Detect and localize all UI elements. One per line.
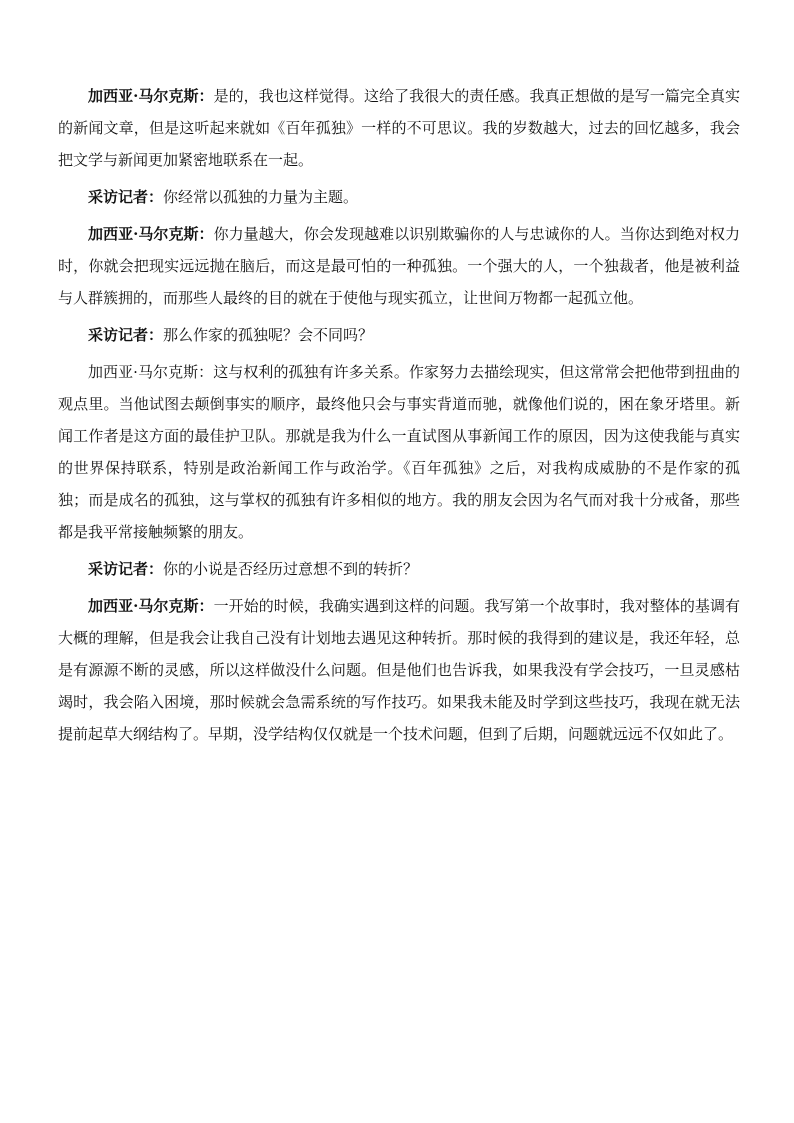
paragraph-text: 一开始的时候，我确实遇到这样的问题。我写第一个故事时，我对整体的基调有大概的理解，但是我会让我自己没有计划地去遇见这种转折。那时候的我得到的建议是，我还年轻，总是有源源不断的灵感，所以这样做没什么问题。但是他们也告诉我，如果我没有学会技巧，一旦灵感枯竭时，我会陷入困境，那时候就会急需系统的写作技巧。如果我未能及时学到这些技巧，我现在就无法提前起草大纲结构了。早期，没学结构仅仅就是一个技术问题，但到了后期，问题就远远不仅如此了。 xyxy=(58,597,740,743)
speaker-label: 采访记者： xyxy=(88,560,164,578)
paragraph-text: 这与权利的孤独有许多关系。作家努力去描绘现实，但这常常会把他带到扭曲的观点里。当他试图去颠倒事实的顺序，最终他只会与事实背道而驰，就像他们说的，困在象牙塔里。新闻工作者是这方面的最佳护卫队。那就是我为什么一直试图从事新闻工作的原因，因为这使我能与真实的世界保持联系，特别是政治新闻工作与政治学。《百年孤独》之后，对我构成威胁的不是作家的孤独；而是成名的孤独，这与掌权的孤独有许多相似的地方。我的朋友会因为名气而对我十分戒备，那些都是我平常接触频繁的朋友。 xyxy=(58,363,740,541)
paragraph-5 xyxy=(58,356,740,548)
document-page xyxy=(58,80,740,755)
paragraph-text: 是的，我也这样觉得。这给了我很大的责任感。我真正想做的是写一篇完全真实的新闻文章，但是这听起来就如《百年孤独》一样的不可思议。我的岁数越大，过去的回忆越多，我会把文学与新闻更加紧密地联系在一起。 xyxy=(58,87,740,169)
speaker-label: 加西亚·马尔克斯： xyxy=(88,597,214,615)
paragraph-4 xyxy=(58,319,740,351)
speaker-label: 加西亚·马尔克斯： xyxy=(88,87,214,105)
paragraph-text: 你力量越大，你会发现越难以识别欺骗你的人与忠诚你的人。当你达到绝对权力时，你就会把现实远远抛在脑后，而这是最可怕的一种孤独。一个强大的人，一个独裁者，他是被利益与人群簇拥的，而那些人最终的目的就在于使他与现实孤立，让世间万物都一起孤立他。 xyxy=(58,225,740,307)
speaker-label: 加西亚·马尔克斯： xyxy=(88,225,214,243)
speaker-label: 加西亚·马尔克斯： xyxy=(88,363,214,381)
paragraph-text: 那么作家的孤独呢？会不同吗？ xyxy=(163,326,374,344)
paragraph-3 xyxy=(58,218,740,314)
speaker-label: 采访记者： xyxy=(88,188,164,206)
paragraph-text: 你的小说是否经历过意想不到的转折？ xyxy=(163,560,419,578)
paragraph-7 xyxy=(58,590,740,750)
paragraph-6 xyxy=(58,553,740,585)
paragraph-1 xyxy=(58,80,740,176)
paragraph-2 xyxy=(58,181,740,213)
paragraph-text: 你经常以孤独的力量为主题。 xyxy=(163,188,359,206)
speaker-label: 采访记者： xyxy=(88,326,164,344)
